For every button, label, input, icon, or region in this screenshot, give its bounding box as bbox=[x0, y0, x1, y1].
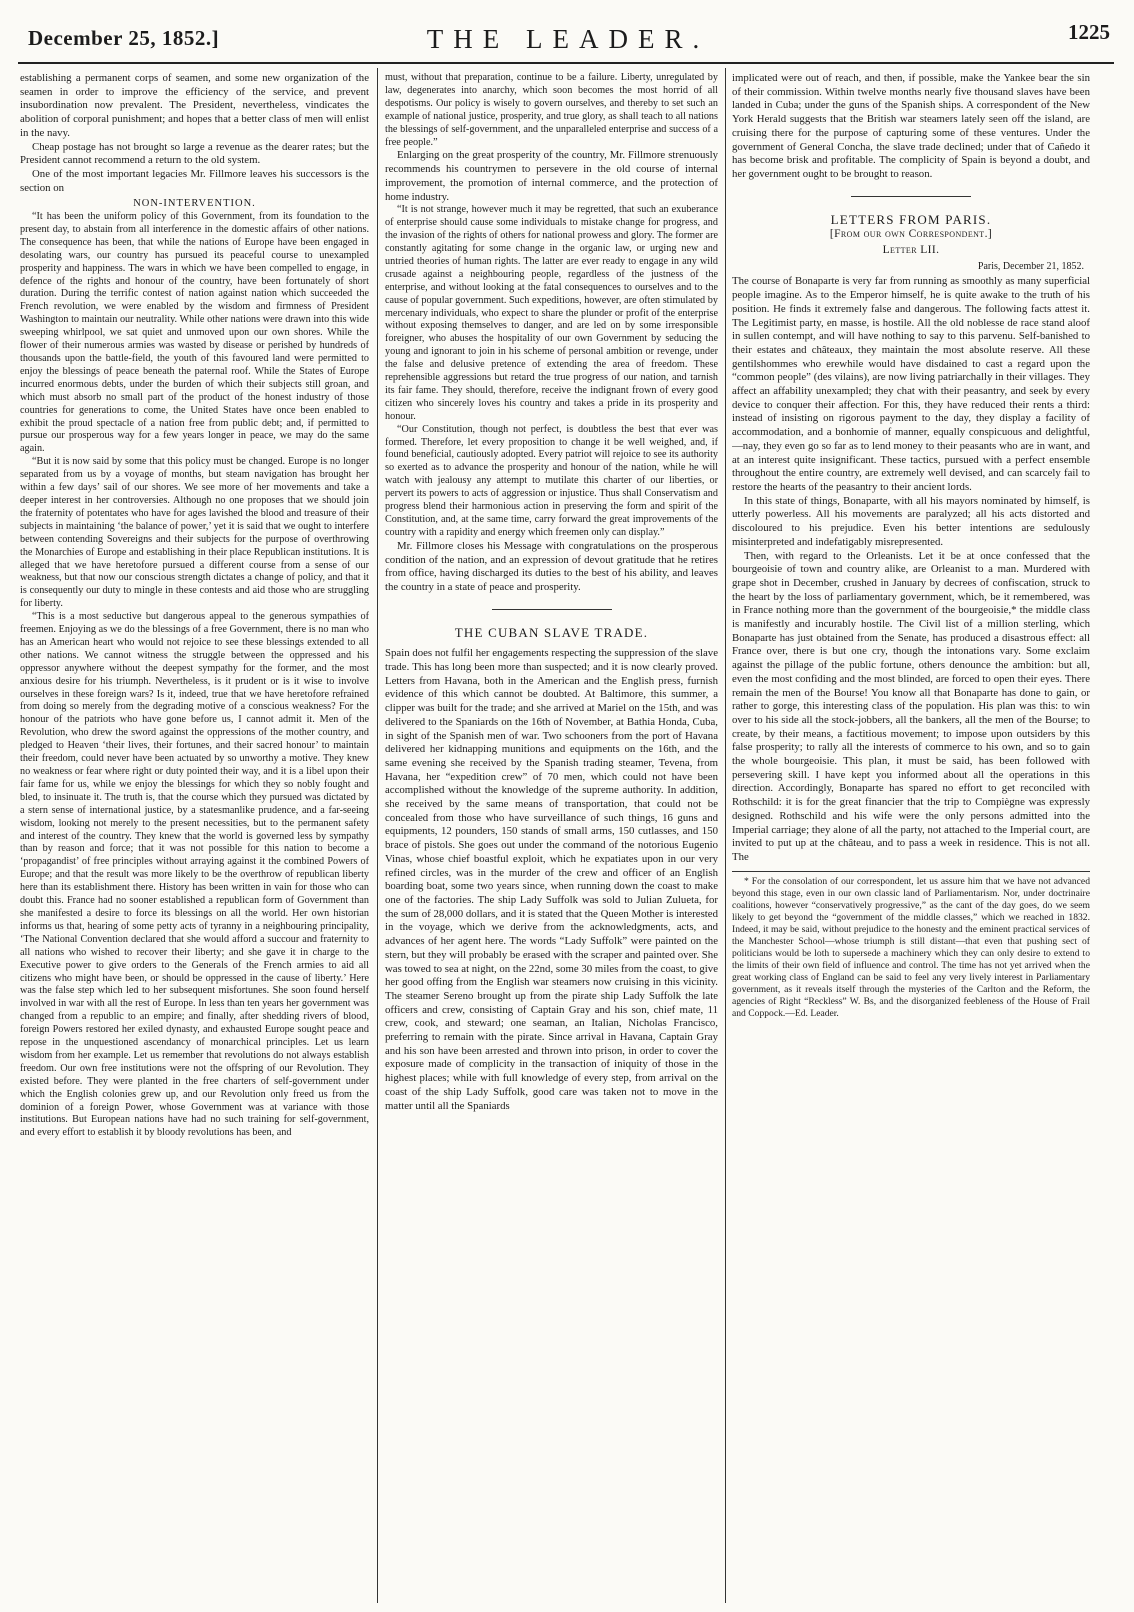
column-2 bbox=[385, 72, 718, 1606]
quote-paragraph: “It has been the uniform policy of this Government, from its foundation to the present day, to abstain from all interference in the domestic affairs of other nations. The consequence has been, that while the nations of Europe have been engaged in desolating wars, our country has pursued its peaceful course to unexampled prosperity and happiness. The wars in which we have been compelled to engage, in defence of the rights and honour of the country, have been fortunately of short duration. During the terrific contest of nation against nation which succeeded the French revolution, we were enabled by the wisdom and firmness of President Washington to maintain our neutrality. While other nations were drawn into this wide sweeping whirlpool, we sat quiet and unmoved upon our own shores. While the flower of their numerous armies was wasted by disease or perished by hundreds of thousands upon the battle-field, the youth of this favoured land were permitted to enjoy the blessings of peace beneath the paternal roof. While the States of Europe incurred enormous debts, under the burden of which their subjects still groan, and which must absorb no small part of the product of the honest industry of those countries for generations to come, the United States have once been enabled to exhibit the proud spectacle of a nation free from public debt; and, if permitted to pursue our prosperous way for a few years longer in peace, we may do the same again. bbox=[20, 211, 369, 455]
footnote: * For the consolation of our correspondent, let us assure him that we have not advanced beyond this stage, even in our own classic land of Parliamentarism. Nor, under doctrinaire coalitions, however “conservatively progressive,” as the cant of the day goes, do we seem likely to get beyond the “government of the middle classes,” which we reached in 1832. Indeed, it may be said, without prejudice to the honesty and the eminent practical services of the Manchester School—whose triumph is still distant—that even that pushing sect of politicians would be loth to supersede a machinery which they can only desire to extend to the limits of their own field of influence and control. The time has not yet arrived when the great working class of England can be said to feel any very lively interest in Parliamentary government, as it reveals itself through the mysteries of the Carlton and the Reform, the agencies of Right “Reckless” W. Bs, and the disorganized feebleness of the House of Frail and Coppock.—Ed. Leader. bbox=[732, 875, 1090, 1019]
paragraph: The course of Bonaparte is very far from running as smoothly as many superficial people imagine. As to the Emperor himself, he is quite awake to the truth of his position. He finds it extremely false and dangerous. The following facts attest it. The Legitimist party, en masse, is hostile. All the old noblesse de race stand aloof in sullen contempt, and will have nothing to say to this parvenu. Self-banished to their estates and châteaux, they maintain the most absolute reserve. All these gentilshommes who erewhile would have disdained to cast a regard upon the “common people” (des vilains), are now living patriarchally in their villages. They affect an affability unexampled; they chat with their peasantry, and seek by every device to conquer their affection. For this, they have reduced their rents a third: instead of insisting on rigorous payment to the day, they display a facility of accommodation, and a bonhomie of manner, equally conspicuous and delightful,—nay, they even go so far as to lend money to their peasants who are in want, and at an interest quite insignificant. These tactics, pursued with a perfect ensemble throughout the entire country, are extremely well devised, and can scarcely fail to restore the hearts of the peasantry to their ancient lords. bbox=[732, 275, 1090, 493]
letter-number: Letter LII. bbox=[882, 244, 940, 257]
quote-paragraph: “Our Constitution, though not perfect, is doubtless the best that ever was formed. Therefore, let every proposition to change it be well weighed, and, if found beneficial, cautiously adopted. Every patriot will rejoice to see its authority so exerted as to advance the prosperity and honour of the nation, while he will watch with jealousy any attempt to mutilate this charter of our liberties, or pervert its powers to acts of aggression or injustice. Thus shall Conservatism and progress blend their harmonious action in preserving the form and spirit of the Constitution, and, at the same time, carry forward the great improvements of the country with a rapidity and energy which freemen only can display.” bbox=[385, 423, 718, 538]
quote-paragraph: “But it is now said by some that this policy must be changed. Europe is no longer separated from us by a voyage of months, but steam navigation has brought her within a few days’ sail of our shores. We see more of her movements and take a deeper interest in her controversies. Although no one proposes that we should join the fraternity of potentates who have for ages lavished the blood and treasure of their subjects in maintaining ‘the balance of power,’ yet it is said that we ought to interfere between contending Sovereigns and their subjects for the purpose of overthrowing the Monarchies of Europe and establishing in their place Republican institutions. It is alleged that we have heretofore pursued a different course from a sense of our weakness, but that now our conscious strength dictates a change of policy, and that it is consequently our duty to mingle in these contests and aid those who are struggling for liberty. bbox=[20, 456, 369, 610]
paragraph: In this state of things, Bonaparte, with all his mayors nominated by himself, is utterly powerless. All his movements are paralyzed; all his acts distorted and discoloured to his prejudice. Even his better intentions are sedulously misinterpreted and indefatigably misrepresented. bbox=[732, 494, 1090, 548]
column-1 bbox=[20, 72, 369, 1606]
column-3 bbox=[732, 72, 1090, 1606]
masthead bbox=[18, 18, 1118, 58]
paragraph: Enlarging on the great prosperity of the country, Mr. Fillmore strenuously recommends his countrymen to persevere in the old course of internal improvement, the promotion of internal commerce, and the protection of home industry. bbox=[385, 149, 718, 203]
column-divider-1 bbox=[377, 68, 378, 1603]
heading-letters-from-paris: LETTERS FROM PARIS. bbox=[830, 211, 992, 227]
section-rule bbox=[492, 609, 612, 610]
paragraph: Spain does not fulfil her engagements respecting the suppression of the slave trade. This has long been more than suspected; and it is now clearly proved. Letters from Havana, both in the American and the English press, furnish evidence of this which cannot be doubted. At Baltimore, this summer, a clipper was built for the trade; and she arrived at Mariel on the 15th, and was delivered to the Spaniards on the 16th of November, at Bathia Honda, Cuba, in sight of the Spanish men of war. Two schooners from the port of Havana delivered her kidnapping munitions and equipments on the 16th, and the same evening she received by the Spanish trading steamer, Tevena, from Havana, her “expedition crew” of 70 men, which could not have been accomplished without the knowledge of the supreme authority. In addition, she received by the same means of transportation, that could not be concealed from those who have surveillance of such things, 16 guns and equipments, 12 pounders, 150 stands of small arms, 150 cutlasses, and 150 brace of pistols. She goes out under the command of the notorious Eugenio Vinas, whose chief boastful exploit, which he expatiates upon in our very refined circles, was in the murder of the crew and officer of an English boarding boat, some two years since, when running down the coast to make one of the factories. The ship Lady Suffolk was sold to Julian Zulueta, for the sum of 28,000 dollars, and it is stated that the Queen Mother is interested in the voyage, which we derive from the acknowledgments, acts, and advances of her agent here. The words “Lady Suffolk” were painted on the stern, but they will probably be erased with the scraper and painted over. She was towed to sea at night, on the 22nd, some 30 miles from the coast, to give her good offing from the English war steamers now cruising in this vicinity. The steamer Sereno brought up from the pirate ship Lady Suffolk the late officers and crew, consisting of Captain Gray and his son, chief mate, 11 crew, cook, and steward; one seaman, an Italian, Nicholas Francisco, preferring to remain with the pirate. Since arrival in Havana, Captain Gray and his son have been arrested and thrown into prison, in order to cover the exposure made of complicity in the transaction of iniquity of those in the highest places; while with full knowledge of every step, from arrival on the coast of the ship Lady Suffolk, good care was taken not to move in the matter until all the Spaniards bbox=[385, 647, 718, 1112]
paragraph: establishing a permanent corps of seamen, and some new organization of the seamen in order to improve the efficiency of the service, and prevent insubordination now prevalent. The President, nevertheless, vindicates the abolition of corporal punishment; and hopes that a better class of men will enlist in the navy. bbox=[20, 72, 369, 139]
dateline: Paris, December 21, 1852. bbox=[977, 260, 1084, 272]
quote-paragraph: “This is a most seductive but dangerous appeal to the generous sympathies of freemen. Enjoying as we do the blessings of a free Government, there is no man who has an American heart who would not rejoice to see these blessings extended to all other nations. We cannot witness the struggle between the oppressed and his oppressor anywhere without the deepest sympathy for the former, and the most anxious desire for his triumph. Nevertheless, is it prudent or is it wise to involve ourselves in these foreign wars? Is it, indeed, true that we have heretofore refrained from doing so merely from the degrading motive of a conscious weakness? For the honour of the patriots who have gone before us, I cannot admit it. Men of the Revolution, who drew the sword against the oppressions of the mother country, and pledged to Heaven ‘their lives, their fortunes, and their sacred honour’ to maintain their freedom, could never have been actuated by so unworthy a motive. They knew no weakness or fear where right or duty pointed their way, and it is a libel upon their fair fame for us, while we enjoy the blessings for which they so nobly fought and bled, to insinuate it. The truth is, that the course which they pursued was dictated by a stern sense of international justice, by a statesmanlike prudence, and a far-seeing wisdom, looking not merely to the present necessities, but to the permanent safety and interest of the country. They knew that the world is governed less by sympathy than by reason and force; that it was not possible for this nation to become a ‘propagandist’ of free principles without arraying against it the combined Powers of Europe; and that the result was more likely to be the overthrow of republican liberty here than its establishment there. History has been written in vain for those who can doubt this. France had no sooner established a republican form of Government than she manifested a desire to force its blessings on all the world. Her own historian informs us that, hearing of some petty acts of tyranny in a neighbouring principality, ‘The National Convention declared that she would afford a succour and fraternity to all nations who wished to recover their liberty; and she gave it in charge to the Executive power to give orders to the Generals of the French armies to aid all citizens who might have been, or should be oppressed in the cause of liberty.’ Here was the false step which led to her subsequent misfortunes. She soon found herself involved in war with all the rest of Europe. In less than ten years her government was changed from a republic to an empire; and finally, after shedding rivers of blood, foreign Powers restored her exiled dynasty, and exhausted Europe sought peace and repose in the unquestioned ascendancy of monarchical principles. Let us learn wisdom from her example. Let us remember that revolutions do not always establish freedom. Our own free institutions were not the offspring of our Revolution. They existed before. They were planted in the free charters of self-government under which the English colonies grew up, and our Revolution only freed us from the dominion of a foreign Power, whose Government was at variance with those institutions. But European nations have had no such training for self-government, and every effort to establish it by bloody revolutions has been, and bbox=[20, 611, 369, 1139]
heading-cuban-slave-trade: THE CUBAN SLAVE TRADE. bbox=[454, 624, 649, 640]
column-divider-2 bbox=[725, 68, 726, 1603]
masthead-rule bbox=[18, 62, 1114, 64]
footnote-rule bbox=[732, 871, 1090, 872]
quote-paragraph: must, without that preparation, continue to be a failure. Liberty, unregulated by law, degenerates into anarchy, which soon becomes the most horrid of all despotisms. Our policy is wisely to govern ourselves, and thereby to set such an example of national justice, prosperity, and true glory, as shall teach to all nations the blessings of self-government, and the unparalleled enterprise and success of a free people.” bbox=[385, 72, 718, 148]
quote-paragraph: “It is not strange, however much it may be regretted, that such an exuberance of enterprise should cause some individuals to mistake change for progress, and the invasion of the rights of others for national prowess and glory. The former are constantly agitating for some change in the organic law, or urging new and untried theories of human rights. The latter are ever ready to engage in any wild crusade against a neighbouring people, regardless of the justness of the enterprise, and without looking at the fatal consequences to ourselves and to the cause of popular government. Such expeditions, however, are often stimulated by mercenary individuals, who expect to share the plunder or profit of the enterprise without exposing themselves to danger, and are led on by some irresponsible foreigner, who abuses the hospitality of our own Government by seducing the young and ignorant to join in his scheme of personal ambition or revenge, under the false and delusive pretence of extending the area of freedom. These reprehensible aggressions but retard the true progress of our nation, and tarnish its fair fame. They should, therefore, receive the indignant frown of every good citizen who sincerely loves his country and takes a pride in its prosperity and honour. bbox=[385, 204, 718, 422]
newspaper-title: THE LEADER. bbox=[426, 24, 710, 54]
paragraph: Cheap postage has not brought so large a revenue as the dearer rates; but the President cannot recommend a return to the old system. bbox=[20, 140, 369, 167]
paragraph: One of the most important legacies Mr. Fillmore leaves his successors is the section on bbox=[20, 167, 369, 194]
page-number: 1225 bbox=[1068, 20, 1110, 44]
paragraph: Mr. Fillmore closes his Message with congratulations on the prosperous condition of the nation, and an expression of devout gratitude that he retires from office, having discharged its duties to the best of his ability, and leaves the country in a state of peace and prosperity. bbox=[385, 539, 718, 593]
byline: [From our own Correspondent.] bbox=[829, 228, 993, 241]
paragraph: implicated were out of reach, and then, if possible, make the Yankee bear the sin of their commission. Within twelve months nearly five thousand slaves have been landed in Cuba; under the guns of the Spanish ships. A correspondent of the New York Herald suggests that the British war steamers lately seen off the island, are cruising there for the purpose of capturing some of these ventures. Under the government of General Concha, the slave trade declined; under that of Cañedo it has become brisk and profitable. The complicity of Spain is beyond a doubt, and her government ought to be brought to reason. bbox=[732, 72, 1090, 180]
issue-date: December 25, 1852.] bbox=[28, 26, 220, 50]
section-rule bbox=[851, 196, 971, 197]
subheading-non-intervention: NON-INTERVENTION. bbox=[133, 198, 256, 210]
paragraph: Then, with regard to the Orleanists. Let it be at once confessed that the bourgeoisie of town and country alike, are Orleanist to a man. Murdered with grape shot in December, crushed in January by decrees of confiscation, struck to the heart by the loss of parliamentary government, which, be it remembered, was in France nothing more than the government of the bourgeoisie,* the middle class is manifestly and incurably hostile. The Civil list of a million sterling, which Bonaparte has just obtained from the Senate, has produced a disastrous effect: all France over, there is but one cry, though the intonations vary. Some exclaim against the pillage of the public fortune, others denounce the ambition: but all, even the most confiding and the most blinded, are forced to open their eyes. There remain the men of the Bourse! You know all that Bonaparte has done to gain, or rather to gorge, this interesting class of the population. His plan was this: to win over to his side all the stock-jobbers, all the bankers, all the men of the Bourse; to create, by their means, a factitious movement; to impose upon outsiders by this false prosperity; to rally all the interests of commerce to his own, and so to gain the whole bourgeoisie. This plan, it must be said, has been followed with persevering skill. I have kept you informed about all the operations in this direction. Accordingly, Bonaparte has spared no effort to get reconciled with Rothschild: it is for the great financier that the trip to Compiègne was expressly designed. Rothschild and his wife were the only persons admitted into the Imperial carriage; they alone of all the party, not attached to the Imperial court, are invited to put up at the château, and to pass a week in residence. This is not all. The bbox=[732, 549, 1090, 863]
